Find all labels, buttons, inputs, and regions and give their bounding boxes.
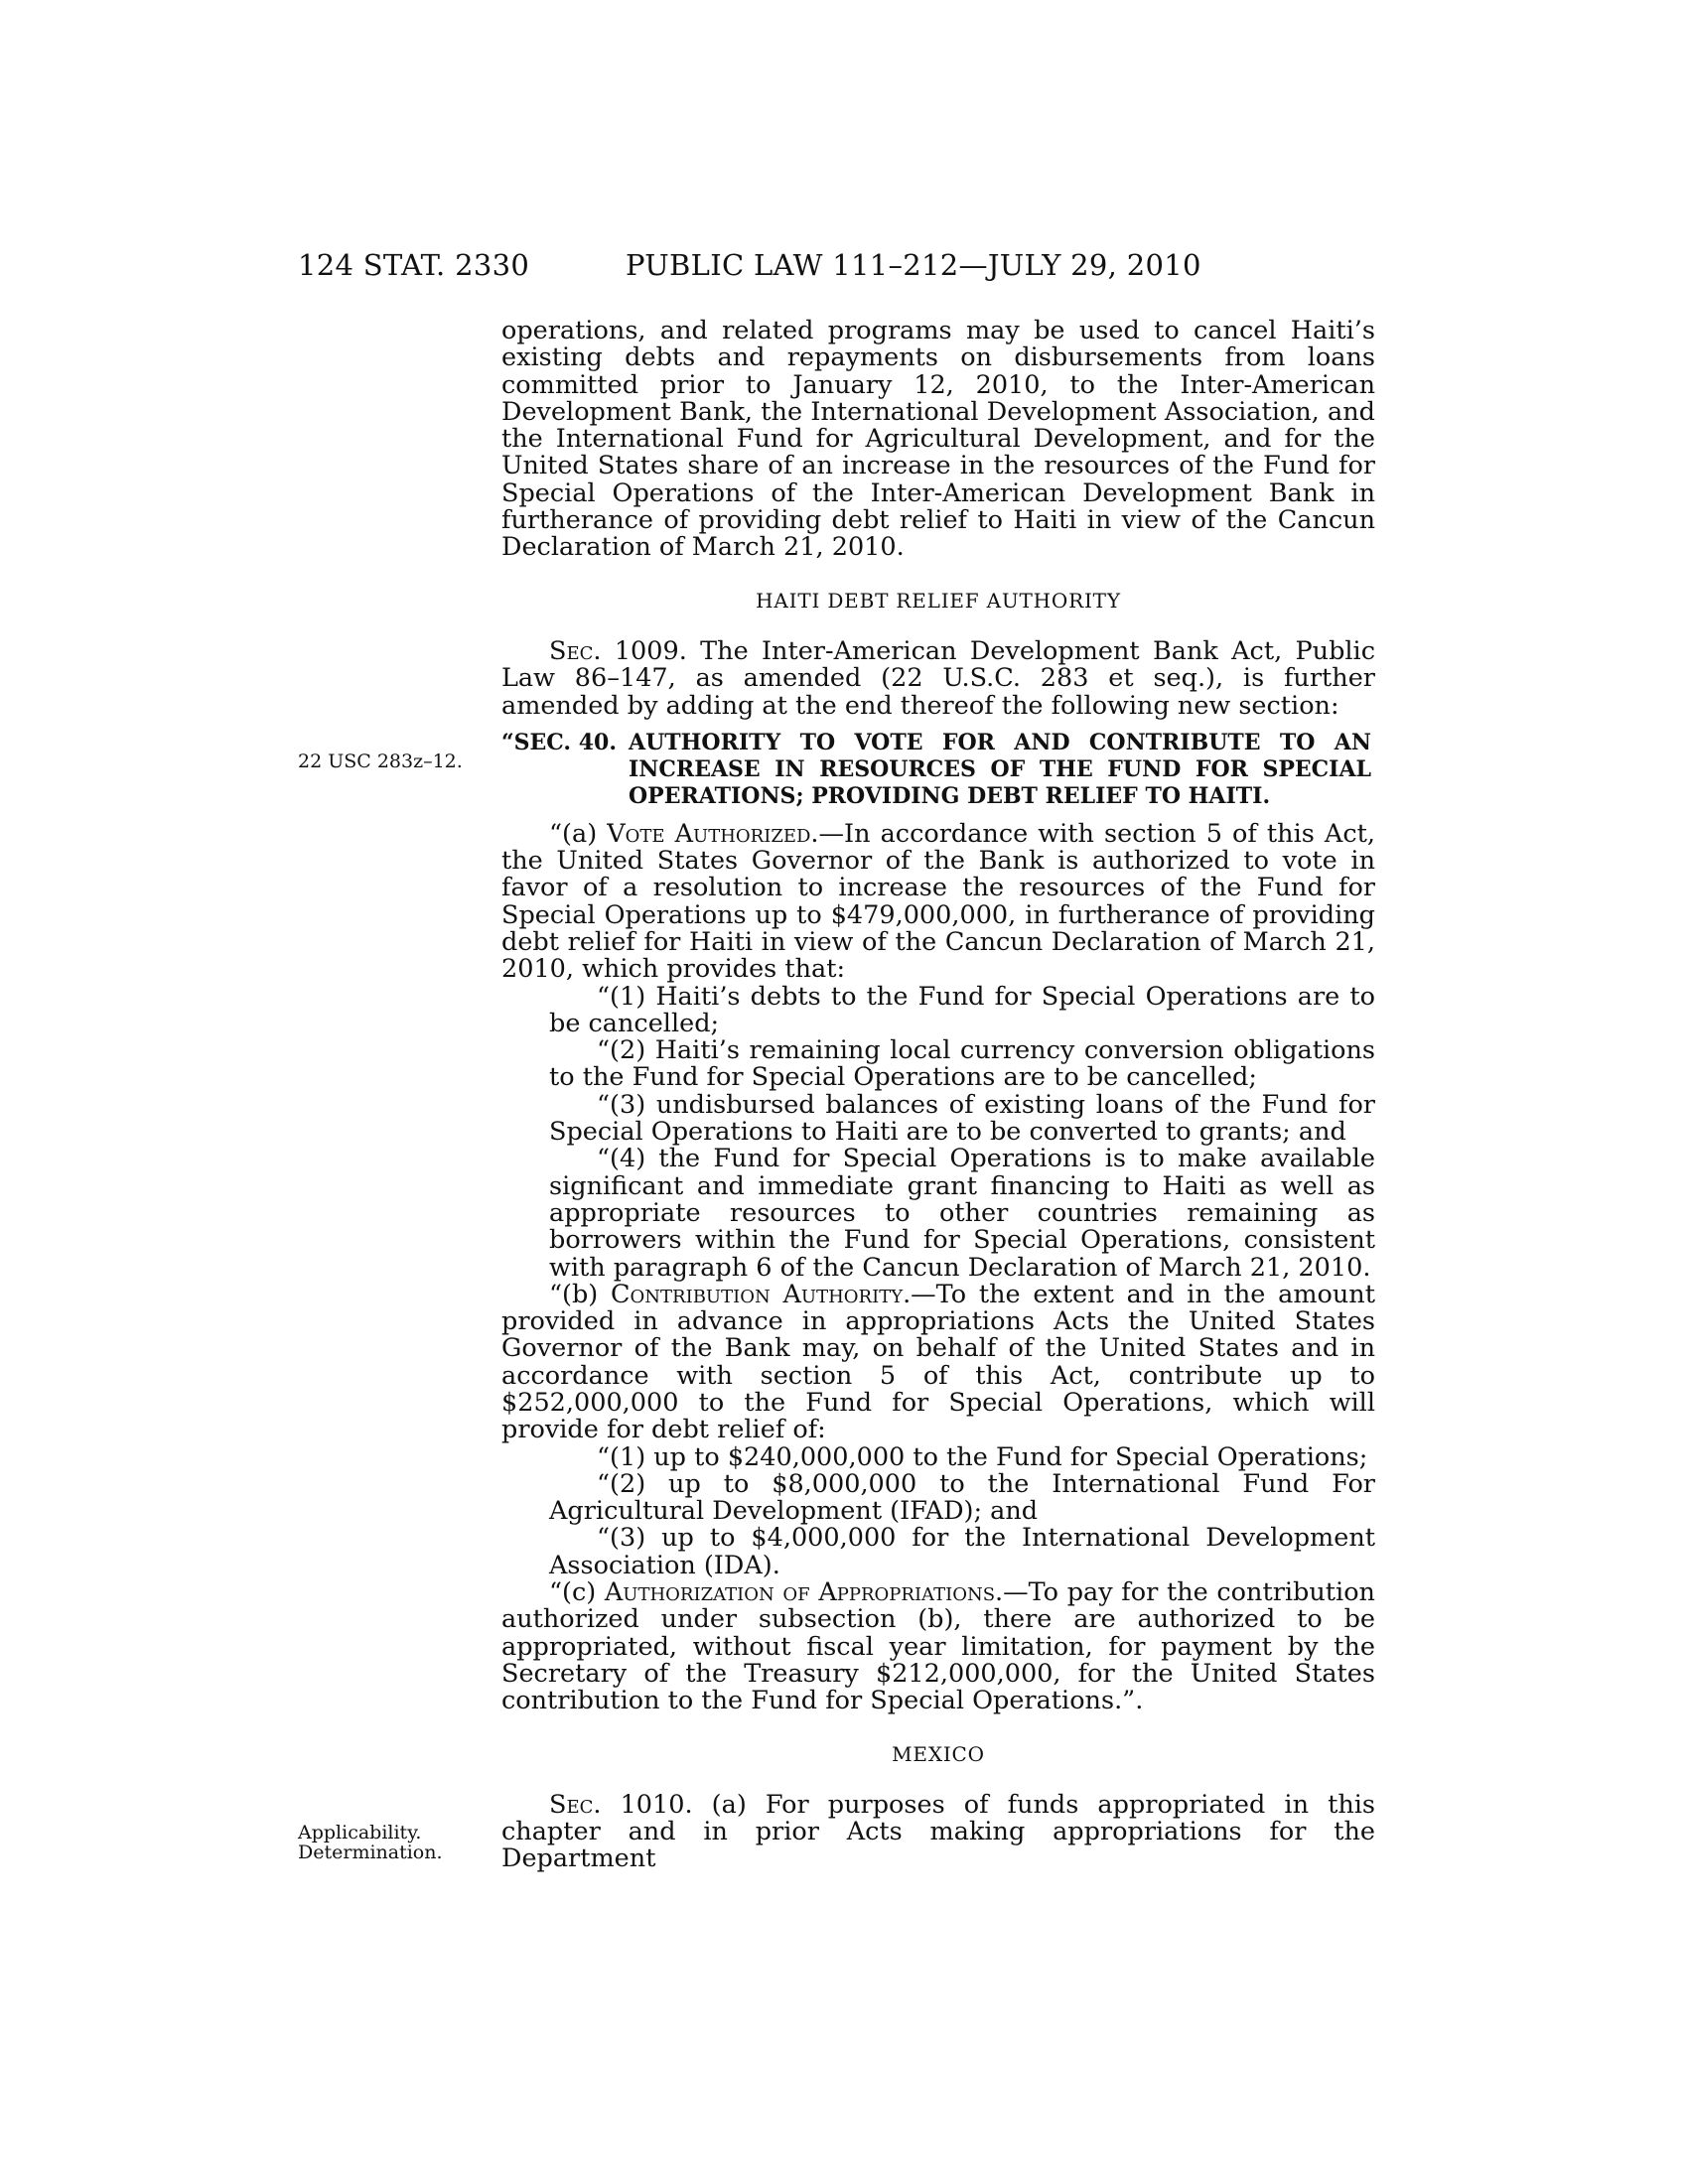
subsection-a-item-2: “(2) Haiti’s remaining local currency conversion obligations to the Fund for Special Operations are to be cancelled; [549,1035,1375,1093]
margin-note-applicability-determination [298,1823,443,1862]
subsection-a-item-4: “(4) the Fund for Special Operations is to make available significant and immediate grant financing to Haiti as well as appropriate resources to other countries remaining as borrowers within the Fund for Special Operations, consistent with paragraph 6 of the Cancun Declaration of March 21, 2010. [549,1144,1375,1283]
sec-1009-text: 1009. The Inter-American Development Bank Act, Public Law 86–147, as amended (22 U.S.C. 283 et seq.), is further amended by adding at the end thereof the following new section: [501,635,1375,721]
sec-40-title: AUTHORITY TO VOTE FOR AND CONTRIBUTE TO AN INCREASE IN RESOURCES OF THE FUND FOR SPECIAL OPERATIONS; PROVIDING DEBT RELIEF TO HAITI. [629,729,1371,810]
subsection-c [501,1579,1375,1714]
statute-reference: 124 STAT. 2330 [298,248,530,282]
subsection-b-item-1: “(1) up to $240,000,000 to the Fund for Special Operations; [597,1441,1368,1472]
subsection-a-item-1: “(1) Haiti’s debts to the Fund for Special Operations are to be cancelled; [549,981,1375,1038]
subsection-b-heading: Contribution Authority [611,1279,904,1309]
sec-40-heading [501,730,1375,811]
page-header [298,248,1251,288]
sec-1010-text: 1010. (a) For purposes of funds appropriated in this chapter and in prior Acts making appropriations for the Department [501,1789,1375,1874]
margin-note-applicability: Applicability. [298,1822,422,1843]
subsection-b-item-3: “(3) up to $4,000,000 for the International Development Association (IDA). [549,1523,1375,1580]
subsection-c-prefix: “(c) [549,1577,605,1608]
subsection-a-heading: Vote Authorized [607,818,811,849]
mexico-heading: MEXICO [892,1741,985,1766]
sec-40-number: “SEC. 40. [501,729,618,755]
subsection-b-prefix: “(b) [549,1279,612,1309]
law-title: PUBLIC LAW 111–212—JULY 29, 2010 [626,248,1201,282]
subsection-a-prefix: “(a) [549,818,608,849]
sec-1009-label: Sec. [549,635,602,666]
subsection-c-heading: Authorization of Appropriations [604,1577,996,1608]
subsection-a-text: .—In accordance with section 5 of this Act, the United States Governor of the Bank is authorized to vote in favor of a resolution to increase the resources of the Fund for Special Operations up to $479,000,000, in furtherance of providing debt relief for Haiti in view of the Cancun Declaration of March 21, 2010, which provides that: [501,818,1375,985]
intro-paragraph: operations, and related programs may be used to cancel Haiti’s existing debts and repayments on disbursements from loans committed prior to January 12, 2010, to the Inter-American Development Bank, the International Development Association, and the International Fund for Agricultural Development, and for the United States share of an increase in the resources of the Fund for Special Operations of the Inter-American Development Bank in furtherance of providing debt relief to Haiti in view of the Cancun Declaration of March 21, 2010. [501,316,1375,563]
body-text [501,318,1375,1873]
sec-1009-paragraph [501,635,1375,721]
subsection-a [501,818,1375,985]
subsection-c-text: .—To pay for the contribution authorized under subsection (b), there are authorized to be appropriated, without fiscal year limitation, for payment by the Secretary of the Treasury $212,000,000, for the United States contribution to the Fund for Special Operations.”. [501,1577,1375,1716]
sec-1010-paragraph [501,1789,1375,1874]
subsection-a-item-3: “(3) undisbursed balances of existing loans of the Fund for Special Operations to Haiti are to be converted to grants; and [549,1089,1375,1148]
sec-1010-label: Sec. [549,1789,602,1820]
subsection-b-text: .—To the extent and in the amount provided in advance in appropriations Acts the United States Governor of the Bank may, on behalf of the United States and in accordance with section 5 of this Act, contribute up to $252,000,000 to the Fund for Special Operations, which will provide for debt relief of: [501,1279,1375,1445]
margin-note-determination: Determination. [298,1842,443,1863]
subsection-b-item-2: “(2) up to $8,000,000 to the International Fund For Agricultural Development (IFAD); and [549,1468,1375,1527]
subsection-b [501,1279,1375,1445]
haiti-debt-relief-heading: HAITI DEBT RELIEF AUTHORITY [756,588,1121,613]
margin-note-usc: 22 USC 283z–12. [298,751,463,772]
